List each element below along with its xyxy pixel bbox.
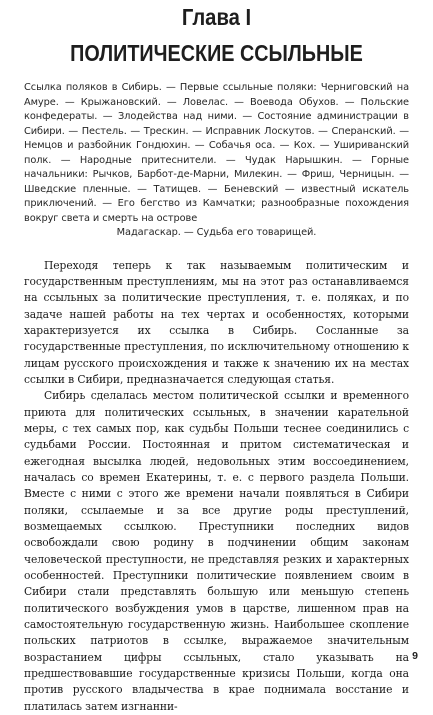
- body-paragraph-1: Переходя теперь к так называемым политическим и государственным преступлениям, мы на этот раз останавливаемся на ссыльных за политические преступления, т. е. поляках, и по задаче нашей работы на тех чертах и особенностях, которыми характеризуется их ссылка в Сибирь. Сосланные за государственные преступления, по исключительному отношению к лицам русского происхождения и также к значению их на местах ссылки в Сибири, предназначается следующая статья.: [24, 258, 409, 389]
- body-paragraph-2: Сибирь сделалась местом политической ссылки и временного приюта для политических ссыльных, в значении карательной меры, с тех самых пор, как судьбы Польши теснее соединились с судьбами России. Постоянная и притом систематическая и ежегодная высылка людей, недовольных этим воссоединением, началась со времен Екатерины, т. е. с первого раздела Польши. Вместе с ними с этого же времени начали появляться в Сибири поляки, ссылаемые и за все другие роды преступлений, возмещаемых ссылкою. Преступники последних видов освобождали свою родину в подчинении общим законам человеческой преступности, не представляя резких и характерных особенностей. Преступники политические появлением своим в Сибири стали представлять большую или меньшую степень политического возбуждения умов в царстве, лишенном прав на самостоятельную государственную жизнь. Наибольшее скопление польских патриотов в ссылке, выражаемое значительным возрастанием цифры ссыльных, стало указывать на предшествовавшие государственные кризисы Польши, когда она против русского владычества в крае поднимала восстание и платилась затем изгнанни-: [24, 388, 409, 715]
- chapter-body: [24, 258, 409, 715]
- chapter-summary-last-line: Мадагаскар. — Судьба его товарищей.: [24, 226, 409, 241]
- chapter-title: ПОЛИТИЧЕСКИЕ ССЫЛЬНЫЕ: [51, 39, 382, 67]
- page-number: 9: [412, 650, 418, 662]
- chapter-summary: [24, 81, 409, 241]
- chapter-number: Глава I: [47, 0, 386, 29]
- chapter-summary-text: Ссылка поляков в Сибирь. — Первые ссыльные поляки: Черниговский на Амуре. — Крыжановский. — Ловелас. — Воевода Обухов. — Польские конфедераты. — Злодейства над ними. — Состояние администрации в Сибири. — Пестель. — Трескин. — Исправник Лоскутов. — Сперанский. — Немцов и разбойник Гондюхин. — Собачья оса. — Кох. — Ушириванский полк. — Народные притеснители. — Чудак Нарышкин. — Горные начальники: Рычков, Барбот-де-Марни, Милекин. — Фриш, Черницын. — Шведские пленные. — Татищев. — Беневский — известный искатель приключений. — Его бегство из Камчатки; разнообразные похождения вокруг света и смерть на острове: [24, 82, 409, 224]
